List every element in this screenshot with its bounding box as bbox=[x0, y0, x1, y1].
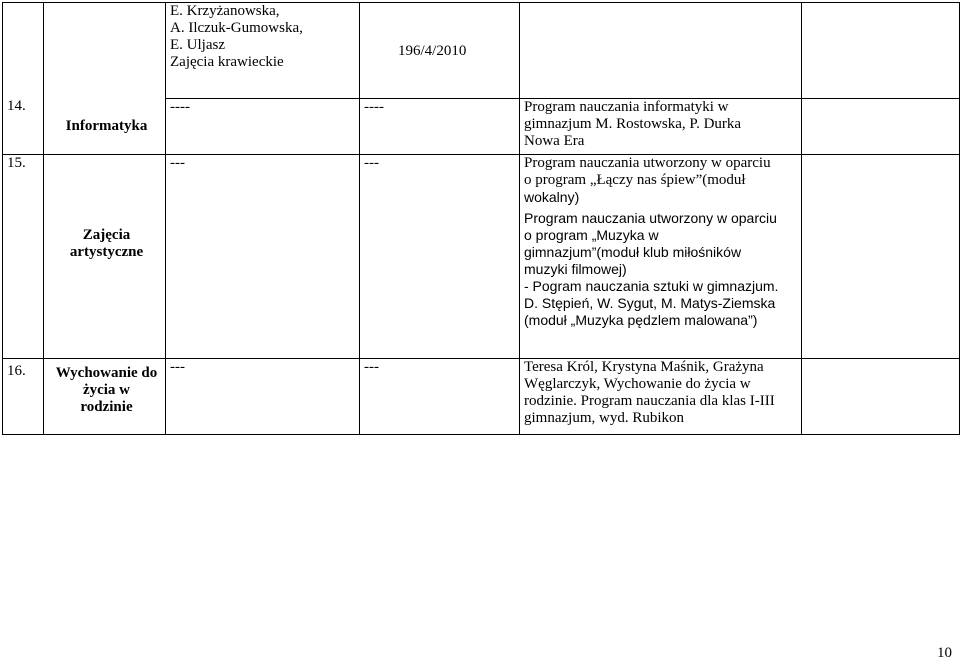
program-line: - Pogram nauczania sztuki w gimnazjum. bbox=[524, 278, 779, 294]
subject-line: Zajęcia bbox=[82, 227, 131, 243]
program-line: Węglarczyk, Wychowanie do życia w bbox=[524, 376, 751, 392]
col-b-cell bbox=[360, 155, 520, 359]
program-cell bbox=[520, 359, 802, 435]
table-row bbox=[3, 359, 960, 435]
program-line: Program nauczania utworzony w oparciu bbox=[524, 155, 771, 171]
subject-name bbox=[48, 155, 165, 261]
page-number: 10 bbox=[937, 645, 952, 661]
subject-line: artystyczne bbox=[69, 244, 144, 260]
empty-cell bbox=[520, 3, 802, 99]
program-line: Nowa Era bbox=[524, 133, 585, 149]
program-line: gimnazjum, wyd. Rubikon bbox=[524, 410, 684, 426]
row-number: 14. bbox=[7, 98, 26, 114]
program-line: Program nauczania utworzony w oparciu bbox=[524, 210, 777, 226]
col-b-value: ---- bbox=[364, 99, 384, 115]
authors-line: Zajęcia krawieckie bbox=[170, 54, 284, 70]
program-line: muzyki filmowej) bbox=[524, 261, 627, 277]
curriculum-table bbox=[2, 2, 960, 435]
program-group bbox=[524, 210, 801, 278]
col-b-cell bbox=[360, 99, 520, 155]
authors-line: E. Uljasz bbox=[170, 37, 225, 53]
program-line: (moduł „Muzyka pędzlem malowana”) bbox=[524, 312, 758, 328]
col-a-cell bbox=[166, 155, 360, 359]
program-line: D. Stępień, W. Sygut, M. Matys-Ziemska bbox=[524, 295, 776, 311]
table-row bbox=[3, 155, 960, 359]
subject-line: życia w bbox=[82, 382, 131, 398]
row-number-cell bbox=[3, 155, 44, 359]
subject-line: rodzinie bbox=[80, 399, 133, 415]
authors-cell bbox=[166, 3, 360, 99]
col-a-value: ---- bbox=[170, 99, 190, 115]
program-line: wokalny) bbox=[524, 189, 580, 205]
table-row bbox=[3, 3, 960, 99]
program-group bbox=[524, 278, 801, 329]
program-line: o program „Łączy nas śpiew”(moduł bbox=[524, 172, 746, 188]
authors-line: E. Krzyżanowska, bbox=[170, 3, 280, 19]
empty-cell bbox=[802, 99, 960, 155]
col-b-cell bbox=[360, 359, 520, 435]
empty-cell bbox=[802, 155, 960, 359]
subject-line: Wychowanie do bbox=[55, 365, 158, 381]
col-b-value: --- bbox=[364, 359, 379, 375]
empty-cell bbox=[802, 3, 960, 99]
program-cell bbox=[520, 155, 802, 359]
authors-line: A. Ilczuk-Gumowska, bbox=[170, 20, 303, 36]
program-line: Program nauczania informatyki w bbox=[524, 99, 729, 115]
row-number: 15. bbox=[7, 155, 26, 171]
program-line: gimnazjum”(moduł klub miłośników bbox=[524, 244, 742, 260]
col-a-value: --- bbox=[170, 359, 185, 375]
col-b-value: --- bbox=[364, 155, 379, 171]
col-a-value: --- bbox=[170, 155, 185, 171]
program-line: Teresa Król, Krystyna Maśnik, Grażyna bbox=[524, 359, 764, 375]
row-number-cell bbox=[3, 359, 44, 435]
subject-cell bbox=[44, 359, 166, 435]
approval-number: 196/4/2010 bbox=[398, 43, 467, 59]
subject-name bbox=[48, 359, 165, 416]
program-cell bbox=[520, 99, 802, 155]
empty-cell bbox=[802, 359, 960, 435]
row-number-cell bbox=[3, 3, 44, 155]
program-line: gimnazjum M. Rostowska, P. Durka bbox=[524, 116, 742, 132]
subject-name: Informatyka bbox=[65, 118, 148, 134]
subject-cell bbox=[44, 3, 166, 155]
program-group bbox=[524, 155, 801, 206]
program-line: rodzinie. Program nauczania dla klas I-III bbox=[524, 393, 775, 409]
subject-cell bbox=[44, 155, 166, 359]
col-a-cell bbox=[166, 99, 360, 155]
col-a-cell bbox=[166, 359, 360, 435]
program-line: o program „Muzyka w bbox=[524, 227, 659, 243]
approval-cell bbox=[360, 3, 520, 99]
row-number: 16. bbox=[7, 363, 26, 379]
